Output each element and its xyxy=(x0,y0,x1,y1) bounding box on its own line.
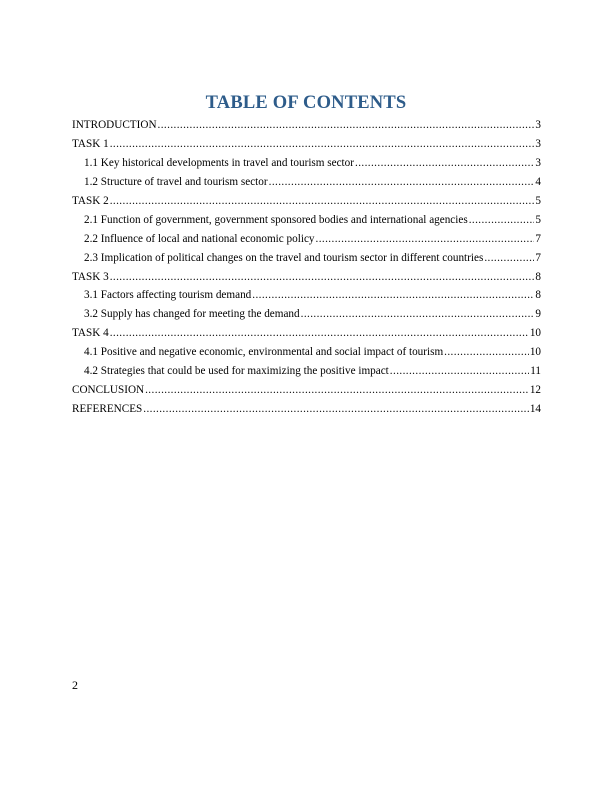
toc-entry-text[interactable]: TASK 1 xyxy=(72,137,109,150)
toc-entry[interactable] xyxy=(72,400,541,419)
toc-page-number: 8 xyxy=(535,289,541,302)
toc-entry[interactable] xyxy=(72,343,541,362)
toc-entry[interactable] xyxy=(72,173,541,192)
toc-page-number: 4 xyxy=(535,175,541,188)
toc-entry[interactable] xyxy=(72,135,541,154)
toc-dot-leader xyxy=(110,192,535,211)
toc-dot-leader xyxy=(269,173,535,192)
toc-entry[interactable] xyxy=(72,230,541,249)
toc-dot-leader xyxy=(158,116,535,135)
toc-page-number: 8 xyxy=(535,270,541,283)
toc-entry[interactable] xyxy=(72,305,541,324)
toc-entry[interactable] xyxy=(72,381,541,400)
toc-entry-text[interactable]: 2.2 Influence of local and national economic policy xyxy=(84,232,315,245)
toc-entry[interactable] xyxy=(72,324,541,343)
toc-page-number: 7 xyxy=(535,232,541,245)
toc-dot-leader xyxy=(145,381,529,400)
toc-page-number: 9 xyxy=(535,308,541,321)
toc-page-number: 3 xyxy=(535,156,541,169)
toc-dot-leader xyxy=(110,135,535,154)
toc-page-number: 11 xyxy=(530,365,541,378)
page-title: TABLE OF CONTENTS xyxy=(205,93,407,113)
page-number: 2 xyxy=(72,678,78,692)
toc-page-number: 3 xyxy=(535,119,541,131)
toc-dot-leader xyxy=(110,268,535,287)
toc-dot-leader xyxy=(301,305,535,324)
toc-entry-text[interactable]: CONCLUSION xyxy=(72,384,145,397)
toc-entry-text[interactable]: 4.1 Positive and negative economic, environmental and social impact of tourism xyxy=(84,346,444,359)
toc-entry-text[interactable]: TASK 3 xyxy=(72,270,109,283)
toc-dot-leader xyxy=(110,324,529,343)
toc-entry-text[interactable]: TASK 2 xyxy=(72,194,109,207)
toc-entry-text[interactable]: REFERENCES xyxy=(72,403,143,416)
toc-entry-text[interactable]: 4.2 Strategies that could be used for maximizing the positive impact xyxy=(84,365,389,378)
toc-page-number: 3 xyxy=(535,137,541,150)
toc-page-number: 7 xyxy=(535,251,541,264)
toc-dot-leader xyxy=(444,343,529,362)
toc-entry-text[interactable]: INTRODUCTION xyxy=(72,119,157,131)
toc-entry-text[interactable]: 3.2 Supply has changed for meeting the demand xyxy=(84,308,300,321)
toc-entry[interactable] xyxy=(72,192,541,211)
toc-dot-leader xyxy=(316,230,535,249)
toc-dot-leader xyxy=(469,211,535,230)
toc-entry[interactable] xyxy=(72,116,541,135)
toc-entry[interactable] xyxy=(72,268,541,287)
toc-dot-leader xyxy=(252,286,534,305)
toc-entry-text[interactable]: 1.1 Key historical developments in travel and tourism sector xyxy=(84,156,354,169)
toc-entry[interactable] xyxy=(72,286,541,305)
toc-dot-leader xyxy=(390,362,529,381)
toc-entry[interactable] xyxy=(72,211,541,230)
table-of-contents xyxy=(72,116,541,419)
toc-entry-text[interactable]: 2.1 Function of government, government sponsored bodies and international agencies xyxy=(84,213,468,226)
toc-entry[interactable] xyxy=(72,249,541,268)
toc-dot-leader xyxy=(355,154,534,173)
toc-entry-text[interactable]: 2.3 Implication of political changes on the travel and tourism sector in different countries xyxy=(84,251,484,264)
toc-entry-text[interactable]: TASK 4 xyxy=(72,327,109,340)
toc-page-number: 14 xyxy=(529,403,541,416)
toc-entry[interactable] xyxy=(72,154,541,173)
toc-page-number: 10 xyxy=(529,346,541,359)
toc-entry-text[interactable]: 1.2 Structure of travel and tourism sector xyxy=(84,175,268,188)
toc-dot-leader xyxy=(484,249,534,268)
toc-page-number: 10 xyxy=(529,327,541,340)
toc-entry[interactable] xyxy=(72,362,541,381)
toc-entry-text[interactable]: 3.1 Factors affecting tourism demand xyxy=(84,289,252,302)
toc-page-number: 5 xyxy=(535,194,541,207)
toc-page-number: 5 xyxy=(535,213,541,226)
toc-page-number: 12 xyxy=(529,384,541,397)
toc-dot-leader xyxy=(143,400,529,419)
